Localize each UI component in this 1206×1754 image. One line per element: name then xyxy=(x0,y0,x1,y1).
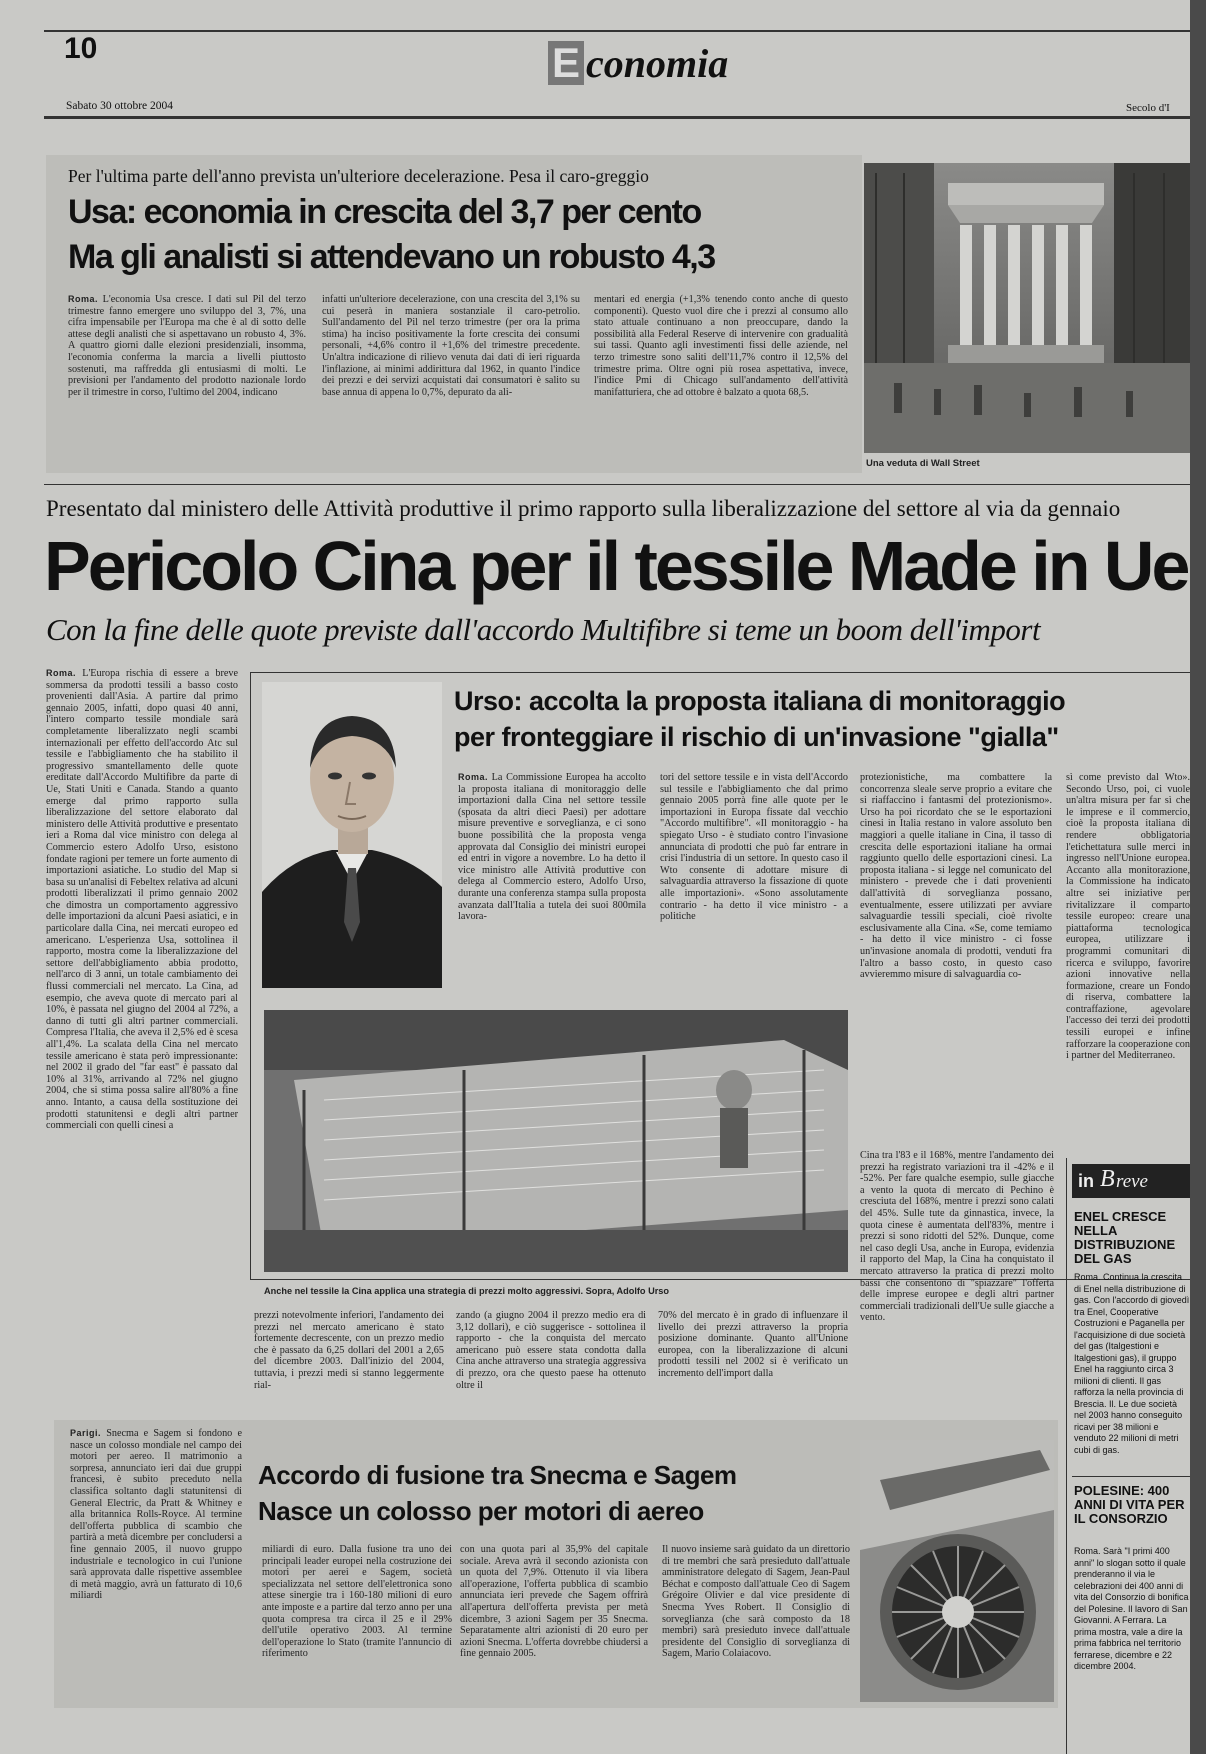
jet-engine-photo xyxy=(860,1440,1054,1702)
usa-col2-text: infatti un'ulteriore decelerazione, con una crescita del 3,1% su cui peserà in maniera sostanziale il caro-petrolio. Sull'andamento del Pil nel terzo trimestre (per ora la prima stima) ha inciso positivamente la forte crescita dei consumi personali, +4,6% contro il +1,6% del trimestre precedente. Un'altra indicazione di rilievo venuta dai dati di ieri riguarda l'inflazione, ai minimi addirittura dal 1962, in quanto l'indice dei prezzi e dei servizi acquistati dai consumatori è salito su base annua di appena lo 0,7%, depurato da ali- xyxy=(322,294,580,398)
snecma-col1-text: Snecma e Sagem si fondono e nasce un colosso mondiale nel campo dei motori per aereo. Il matrimonio a sorpresa, annunciato ieri dai due gruppi francesi, è subito preceduto nella classifica soltanto dagli statunitensi di General Electric, da Pratt & Whitney e alla britannica Rolls-Royce. Al termine dell'offerta pubblica di scambio che partirà a metà dicembre per concludersi a fine gennaio 2005, il nuovo gruppo industriale e tecnologico in cui l'unione sarà approvata dalle rispettive assemblee di metà maggio, avrà un fatturato di 10,6 miliardi xyxy=(70,1428,242,1602)
textile-kicker: Presentato dal ministero delle Attività produttive il primo rapporto sulla liberalizzazione del settore al via da gennaio xyxy=(46,496,1121,521)
aircraft-engine-image xyxy=(860,1440,1054,1702)
urso-column-2 xyxy=(660,772,848,994)
snecma-col4-text: Il nuovo insieme sarà guidato da un direttorio di tre membri che sarà presieduto dall'attuale amministratore delegato di Sagem, Jean-Paul Béchat e composto dall'attuale Ceo di Sagem Grégoire Olivier e dal vice presidente di Snecma Yves Robert. Il Consiglio di sorveglianza (che sarà composto da 18 membri) sarà presieduto invece dall'attuale presidente del Consiglio di sorveglianza di Sagem, Mario Colaiacovo. xyxy=(662,1544,850,1660)
usa-col1-text: L'economia Usa cresce. I dati sul Pil del terzo trimestre fanno emergere uno sviluppo del 3, 7%, una cifra impensabile per l'Europa ma che è al di sotto delle attese degli analisti che si aspettavano un robusto 4, 3%. A quattro giorni dalle elezioni presidenziali, insomma, l'economia conferma la marcia a livelli piuttosto sostenuti, ma raffredda gli entusiasmi di molti. Le previsioni per l'andamento del prodotto nazionale lordo per il trimestre in corso, l'ultimo del 2004, indicano xyxy=(68,294,306,398)
brief-divider xyxy=(1072,1476,1190,1477)
brief-enel-text: Roma. Continua la crescita di Enel nella distribuzione di gas. Con l'accordo di giovedì tra Enel, Cooperative Costruzioni e Paganella per l'acquisizione di due società del gas (Italgestioni e Italgestioni gas), il gruppo Enel ha raggiunto circa 3 milioni di clienti. Il gas rafforza la nella provincia di Brescia. Il. Le due società nel 2003 hanno conseguito ricavi per 38 milioni e venduto 22 milioni di metri cubi di gas. xyxy=(1074,1272,1190,1455)
section-logo-initial: E xyxy=(548,41,584,85)
textile-title: Pericolo Cina per il tessile Made in Ue xyxy=(44,527,1188,605)
textile-loom-image xyxy=(264,1010,848,1272)
page-number: 10 xyxy=(64,32,98,65)
urso-title-line1: Urso: accolta la proposta italiana di monitoraggio xyxy=(454,686,1066,716)
brief-enel-title: ENEL CRESCE NELLA DISTRIBUZIONE DEL GAS xyxy=(1074,1209,1176,1266)
urso-column-4 xyxy=(1066,772,1190,1112)
usa-column-1 xyxy=(68,294,306,460)
usa-title-line2: Ma gli analisti si attendevano un robusto 4,3 xyxy=(68,238,715,276)
usa-title-line1: Usa: economia in crescita del 3,7 per cento xyxy=(68,193,701,231)
snecma-dateline: Parigi. xyxy=(70,1428,102,1438)
textile-left-text: L'Europa rischia di essere a breve sommersa da prodotti tessili a basso costo provenienti dall'Asia. A partire dal primo gennaio 2005, infatti, dopo quasi 40 anni, l'intero comparto tessile mondiale sarà completamente liberalizzato negli scambi internazionali per effetto dell'accordo Atc sul tessile e l'abbigliamento che ha stabilito il progressivo smantellamento delle quote ereditate dall'Accordo Multifibre da parte di Ue, Stati Uniti e Canada. Stando a quanto emerge dal primo rapporto sulla liberalizzazione del settore elaborato dal ministero delle Attività produttive e presentato ieri a Roma dal vice ministro con delega al Commercio estero Adolfo Urso, esistono fondate ragioni per temere un forte aumento di importazioni asiatiche. Lo studio del Map si basa su un'analisi di Febeltex relativa ad alcuni prodotti liberalizzati il primo gennaio 2002 che dimostra un comportamento aggressivo delle importazioni da alcuni Paesi asiatici, e in particolare dalla Cina, nei mercati europeo ed americano. L'esperienza Usa, sottolinea il rapporto, mostra come la liberalizzazione del settore dell'abbigliamento abbia prodotto, nell'arco di 3 anni, un totale cambiamento dei flussi commerciali nel mercato. La Cina, ad esempio, che aveva quote di mercato pari al 10%, è passata nel giugno del 2004 al 72%, a danno di tutti gli altri partner commerciali. Compresa l'Italia, che aveva il 2,5% ed è scesa all'1,4%. La scalata della Cina nel mercato tessile americano è stata però impressionante: nel 2002 il grado del "far east" è passato dal 10% al 31%, arrivando al 72% nel giugno 2004, che si stima possa salire all'80% a fine anno. Intanto, a causa della sostituzione dei prodotti statunitensi e degli altri partner commerciali con quelli cinesi a xyxy=(46,668,238,1132)
header-right-tag: Secolo d'I xyxy=(1126,102,1170,114)
textile-right-lower-column xyxy=(860,1150,1054,1406)
textile-caption: Anche nel tessile la Cina applica una strategia di prezzi molto aggressivi. Sopra, Adolfo Urso xyxy=(264,1286,670,1296)
brief-polesine-title: POLESINE: 400 ANNI DI VITA PER IL CONSORZIO xyxy=(1074,1483,1185,1526)
urso-portrait xyxy=(262,682,442,988)
urso-column-1 xyxy=(458,772,646,994)
snecma-column-4 xyxy=(662,1544,850,1700)
textile-bottom-col2-text: zando (a giugno 2004 il prezzo medio era di 3,12 dollari), e ciò suggerisce - sottolinea il rapporto - che la conquista del mercato americano può essere stata condotta dalla Cina anche attraverso una strategia aggressiva di prezzo, ora che questo paese ha ottenuto oltre il xyxy=(456,1310,646,1391)
wall-street-caption: Una veduta di Wall Street xyxy=(866,458,980,469)
textile-right-lower-text: Cina tra l'83 e il 168%, mentre l'andamento dei prezzi ha registrato variazioni tra il -42% e il -52%. Per fare qualche esempio, sulle giacche a vento la quota di mercato di Pechino è cresciuta del 168%, mentre i prezzi sono calati del 45%. Sulle tute da ginnastica, invece, la quota cinese è aumentata dell'83%, mentre i prezzi si sono ridotti del 52%. Dunque, come nel caso degli Usa, anche in Europa, evidenzia il rapporto del Map, la Cina ha conquistato il mercato attraverso la pratica di prezzi molto bassi che consentono di "spiazzare" l'offerta delle imprese europee e degli altri partner commerciali tradizionali dell'Ue sulle giacche a vento. xyxy=(860,1150,1054,1324)
header-top-rule xyxy=(44,30,1190,32)
in-breve-rest: reve xyxy=(1116,1171,1148,1192)
textile-bottom-column-2 xyxy=(456,1310,646,1406)
urso-col3-text: protezionistiche, ma combattere la concorrenza sleale serve proprio a evitare che si riaffaccino i fantasmi del protezionismo». Urso ha poi ricordato che se le esportazioni cinesi in Italia restano in valore assoluto ben maggiori a quelle italiane in Cina, il tasso di crescita delle esportazioni italiane ha ormai raggiunto quello delle esportazioni cinesi. La proposta italiana - si legge nel comunicato del ministero - prevede che i dati provenienti dall'attività di sorveglianza possano, eventualmente, essere utilizzati per avviare salvaguardie tessili speciali, cioè rivolte esclusivamente alla Cina. «Se, come temiamo - ha detto il vice ministro - ci fosse un'invasione anomala di prodotti, venduti fra l'altro a basso costo, in questo caso avvieremmo misure di salvaguardia co- xyxy=(860,772,1052,981)
header-date: Sabato 30 ottobre 2004 xyxy=(66,100,173,112)
textile-dateline: Roma. xyxy=(46,668,77,678)
snecma-column-1 xyxy=(70,1428,242,1700)
textile-subtitle: Con la fine delle quote previste dall'accordo Multifibre si teme un boom dell'import xyxy=(46,612,1041,647)
snecma-col3-text: con una quota pari al 35,9% del capitale sociale. Areva avrà il secondo azionista con un quota del 7,9%. Ottenuto il via libera all'operazione, l'offerta pubblica di scambio annunciata ieri prevede che Sagem offrirà all'apertura dell'offerta prevista per metà dicembre, 3 azioni Sagem per 35 Snecma. Separatamente altri azionisti di 20 euro per azioni Snecma. L'offerta dovrebbe chiudersi a fine gennaio 2005. xyxy=(460,1544,648,1660)
textile-bottom-column-1 xyxy=(254,1310,444,1406)
brief-polesine-text: Roma. Sarà "I primi 400 anni" lo slogan sotto il quale prenderanno il via le celebrazioni dei 400 anni di vita del Consorzio di bonifica del Polesine. Il lavoro di San Giovanni. A Ferrara. La prima mostra, vale a dire la prima fabbrica nel territorio ferrarese, dicembre e 22 dicembre 2004. xyxy=(1074,1546,1189,1671)
usa-column-3 xyxy=(594,294,848,460)
urso-col1-text: La Commissione Europea ha accolto la proposta italiana di monitoraggio delle importazioni dalla Cina nel settore tessile (sposata da altri dieci Paesi) per adottare misure preventive e sorveglianza, e ci sono buone possibilità che la proposta venga approvata dal Consiglio dei ministri europei ed entri in vigore a novembre. Lo ha detto il vice ministro alle Attività produttive con delega al Commercio estero, Adolfo Urso, durante una conferenza stampa sulla proposta avanzata dall'Italia a tutela dei suoi 800mila lavora- xyxy=(458,772,646,923)
wall-street-photo xyxy=(864,163,1190,453)
wall-street-building-image xyxy=(864,163,1190,453)
in-breve-badge xyxy=(1072,1164,1190,1198)
urso-col4-text: sì come previsto dal Wto». Secondo Urso, poi, ci vuole un'altra misura per far sì che le imprese e il commercio, cioè la proposta italiana di rendere obbligatoria l'etichettatura sulle merci in ingresso nell'Unione europea. Accanto alla monitorazione, la Commissione ha indicato altre sei iniziative per rivitalizzare il comparto tessile europeo: creare una piattaforma tecnologica europea, utilizzare i programmi comunitari di ricerca e sviluppo, favorire azioni innovative nella formazione, creare un Fondo di riserva, combattere la contraffazione, agevolare l'accesso dei terzi dei prodotti tessili europei e infine rafforzare la cooperazione con i partner del Mediterraneo. xyxy=(1066,772,1190,1062)
textile-bottom-column-3 xyxy=(658,1310,848,1406)
header-bottom-rule xyxy=(44,116,1190,119)
textile-column-left xyxy=(46,668,238,1404)
in-breve-b: B xyxy=(1100,1166,1115,1192)
usa-kicker: Per l'ultima parte dell'anno prevista un'ulteriore decelerazione. Pesa il caro-greggio xyxy=(68,166,649,186)
usa-bottom-rule xyxy=(44,484,1190,485)
urso-dateline: Roma. xyxy=(458,772,489,782)
usa-column-2 xyxy=(322,294,580,460)
snecma-column-3 xyxy=(460,1544,648,1700)
textile-factory-photo xyxy=(264,1010,848,1272)
urso-col2-text: tori del settore tessile e in vista dell'Accordo sul tessile e l'abbigliamento che dal primo gennaio 2005 porrà fine alle quote per le importazioni in Europa fissate dal vecchio "Accordo multifibre". «Il monitoraggio - ha spiegato Urso - è studiato contro l'invasione annunciata di prodotti che può far entrare in crisi l'industria di un settore. In questo caso il Wto consente di adottare misure di salvaguardia attraverso la fissazione di quote alle importazioni». «Sono assolutamente contrario - ha detto il vice ministro - a politiche xyxy=(660,772,848,923)
section-logo xyxy=(548,40,728,87)
snecma-title-line2: Nasce un colosso per motori di aereo xyxy=(258,1496,704,1526)
textile-bottom-col1-text: prezzi notevolmente inferiori, l'andamento dei prezzi nel mercato americano è stato fortemente decrescente, con un prezzo medio che è passato da 6,25 dollari del 2001 a 2,65 del dicembre 2003. Dall'inizio del 2004, tuttavia, i prezzi medi si stanno leggermente rial- xyxy=(254,1310,444,1391)
in-breve-in: in xyxy=(1078,1171,1094,1191)
adolfo-urso-photo xyxy=(262,682,442,988)
textile-bottom-col3-text: 70% del mercato è in grado di influenzare il livello dei prezzi attraverso la propria posizione dominante. Quanto all'Unione europea, con la liberalizzazione di alcuni prodotti tessili nel 2002 si è verificato un incremento dell'import dalla xyxy=(658,1310,848,1379)
urso-column-3 xyxy=(860,772,1052,1112)
snecma-col2-text: miliardi di euro. Dalla fusione tra uno dei principali leader europei nella costruzione dei motori per aerei e Sagem, società specializzata nel settore dell'elettronica sono attese sinergie tra i 160-180 milioni di euro ante imposte e a partire dal terzo anno per una quota compresa tra circa il 25 e il 29% dell'utile operativo 2003. Al termine dell'operazione lo Stato (tramite l'annuncio di riferimento xyxy=(262,1544,452,1660)
usa-col3-text: mentari ed energia (+1,3% tenendo conto anche di questo componenti). Questo vuol dire che i prezzi al consumo allo stato attuale continuano a non preoccupare, dando la possibilità alla Federal Reserve di intervenire con gradualità sui tassi. Quanto agli investimenti fissi delle aziende, nel terzo trimestre sono saliti dell'11,7% contro il 12,5% del trimestre prima. Oltre ogni più rosea aspettativa, invece, l'indice Pmi di Chicago sull'andamento dell'attività manifatturiera, che ad ottobre è balzato a quota 68,5. xyxy=(594,294,848,398)
snecma-title-line1: Accordo di fusione tra Snecma e Sagem xyxy=(258,1460,737,1490)
section-logo-text: conomia xyxy=(586,41,729,86)
snecma-column-2 xyxy=(262,1544,452,1700)
usa-dateline: Roma. xyxy=(68,294,99,304)
urso-title-line2: per fronteggiare il rischio di un'invasione "gialla" xyxy=(454,722,1059,752)
